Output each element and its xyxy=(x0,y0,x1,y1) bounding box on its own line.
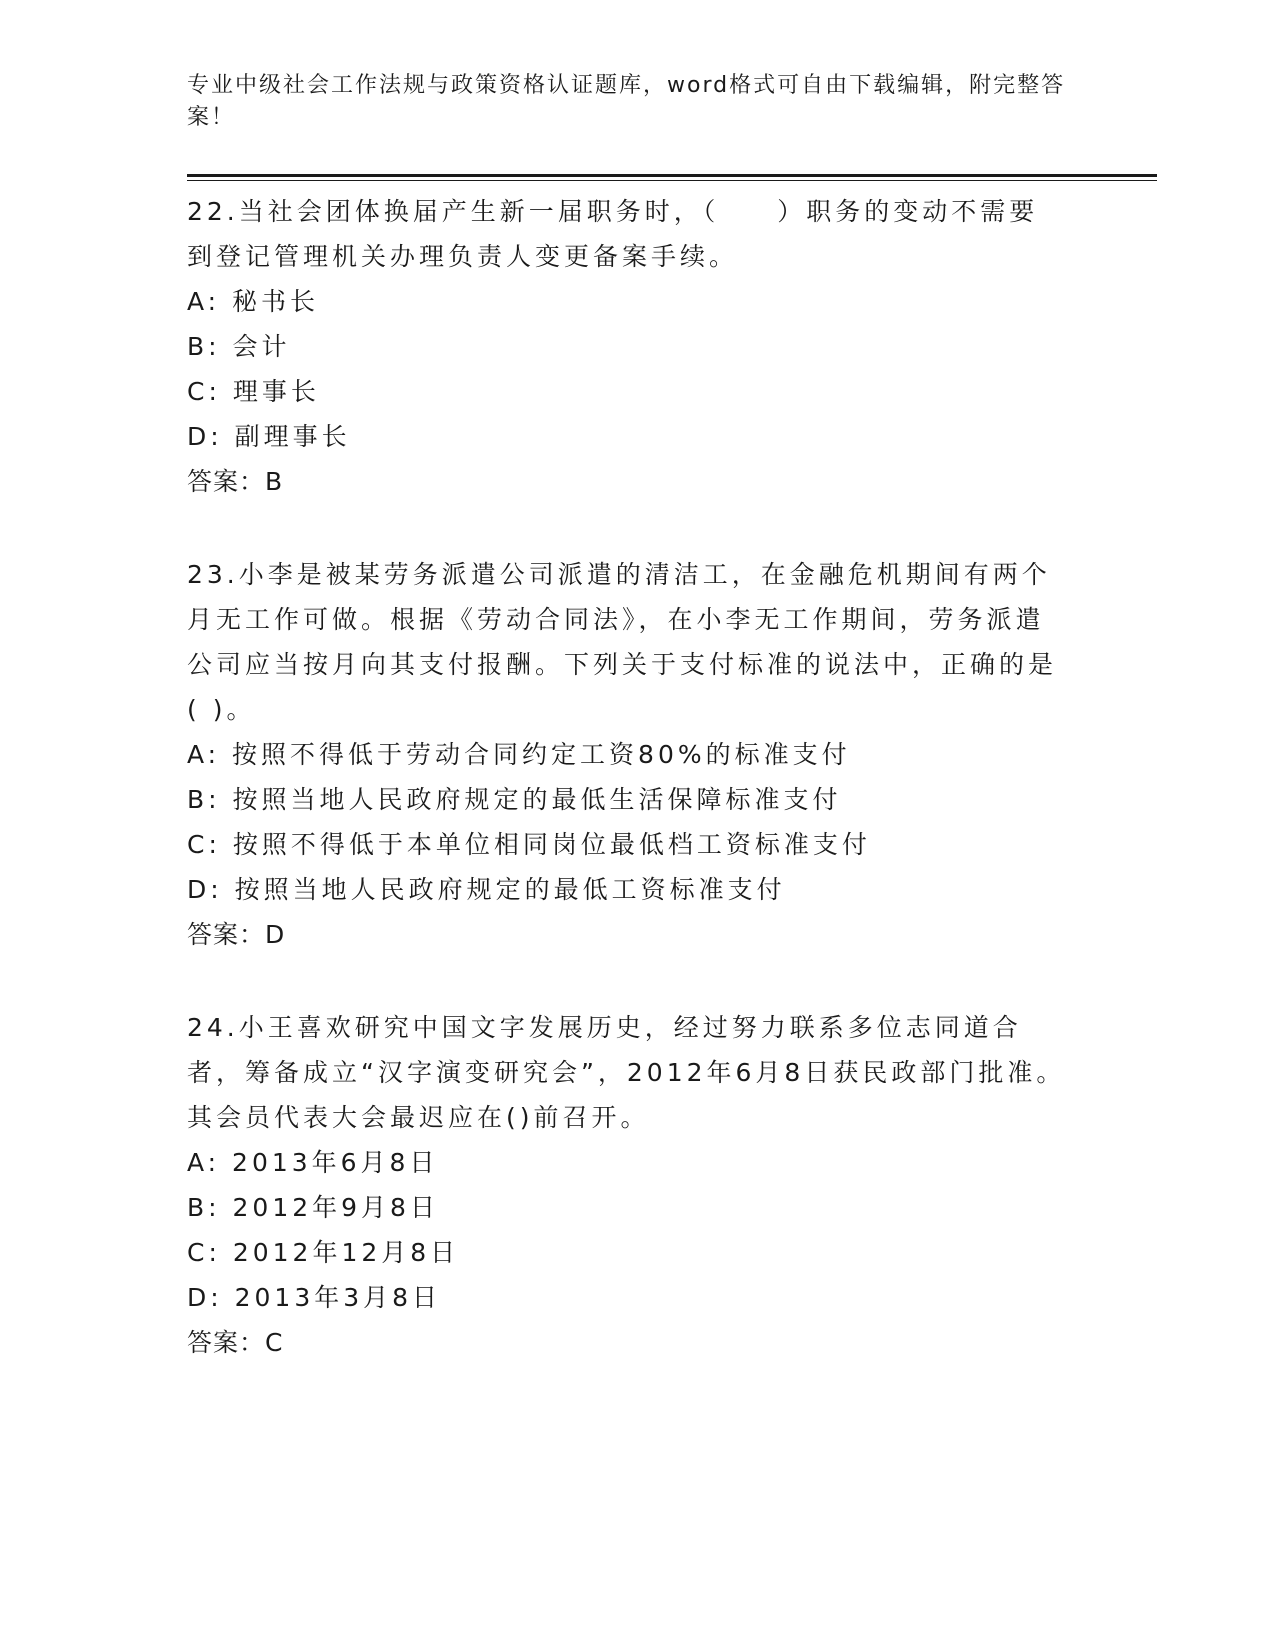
question-stem: 24.小王喜欢研究中国文字发展历史，经过努力联系多位志同道合者，筹备成立“汉字演变研究会”，2012年6月8日获民政部门批准。其会员代表大会最迟应在()前召开。 xyxy=(187,1013,1066,1132)
option-a: A: 按照不得低于劳动合同约定工资80%的标准支付 xyxy=(187,740,851,769)
question-24 xyxy=(187,1005,1157,1365)
option-c: C: 理事长 xyxy=(187,377,320,406)
option-c: C: 2012年12月8日 xyxy=(187,1238,460,1267)
question-stem: 23.小李是被某劳务派遣公司派遣的清洁工，在金融危机期间有两个月无工作可做。根据《劳动合同法》，在小李无工作期间，劳务派遣公司应当按月向其支付报酬。下列关于支付标准的说法中，正确的是( )。 xyxy=(187,560,1058,724)
option-a: A: 秘书长 xyxy=(187,287,320,316)
header-divider xyxy=(187,174,1157,181)
option-b: B: 2012年9月8日 xyxy=(187,1193,439,1222)
document-header: 专业中级社会工作法规与政策资格认证题库，word格式可自由下载编辑，附完整答案！ xyxy=(187,73,1066,130)
question-stem: 22.当社会团体换届产生新一届职务时，（ ）职务的变动不需要到登记管理机关办理负责人变更备案手续。 xyxy=(187,197,1039,271)
document-page xyxy=(187,70,1157,1365)
option-a: A: 2013年6月8日 xyxy=(187,1148,439,1177)
answer: 答案：B xyxy=(187,467,284,496)
option-b: B: 按照当地人民政府规定的最低生活保障标准支付 xyxy=(187,785,842,814)
answer: 答案：C xyxy=(187,1328,284,1357)
option-d: D: 副理事长 xyxy=(187,422,351,451)
question-23 xyxy=(187,552,1157,957)
question-22 xyxy=(187,189,1157,504)
option-b: B: 会计 xyxy=(187,332,291,361)
option-d: D: 按照当地人民政府规定的最低工资标准支付 xyxy=(187,875,786,904)
option-d: D: 2013年3月8日 xyxy=(187,1283,442,1312)
option-c: C: 按照不得低于本单位相同岗位最低档工资标准支付 xyxy=(187,830,871,859)
answer: 答案：D xyxy=(187,920,286,949)
